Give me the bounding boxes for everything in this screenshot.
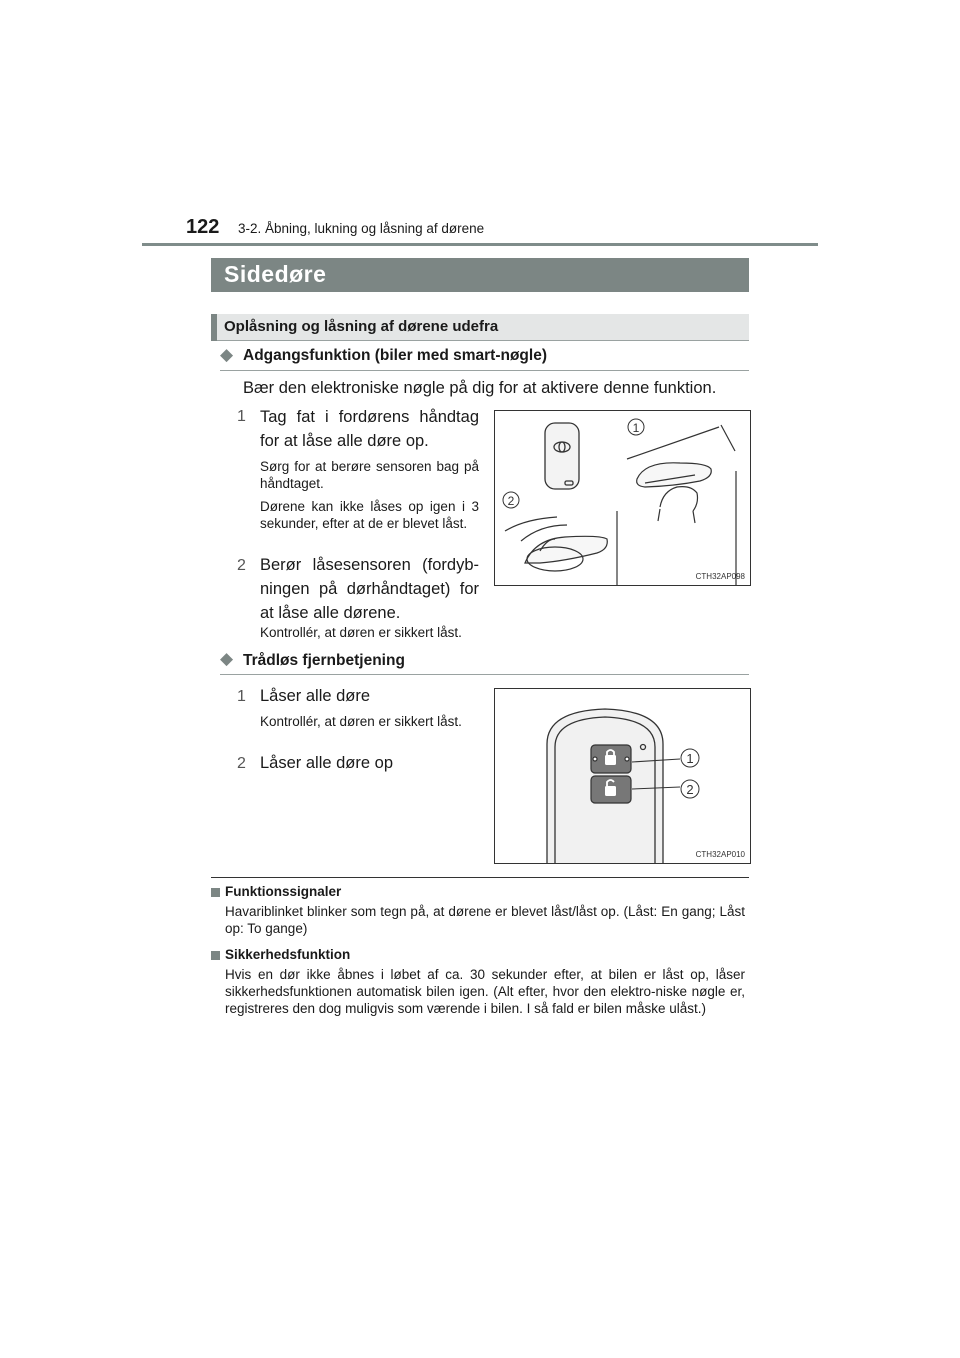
square-bullet-icon [211,951,220,960]
heading-rule [220,370,749,371]
callout-label: 2 [507,494,515,508]
callout-label: 2 [686,782,694,797]
step-text: Berør låsesensoren (fordyb-ningen på dørhåndtaget) for at låse alle dørene. [260,556,479,622]
figure-code: CTH32AP010 [695,850,745,859]
square-bullet-icon [211,888,220,897]
section-divider [211,877,749,878]
remote-figure [494,688,751,864]
note-title: Sikkerhedsfunktion [225,947,351,962]
header-rule [142,243,818,246]
step-number: 2 [237,755,246,772]
smart-key-heading: Adgangsfunktion (biler med smart-nøgle) [243,347,547,364]
lock-button [591,745,631,773]
step-number: 1 [237,408,246,425]
door-handle-illustration [495,411,750,585]
step-number: 2 [237,557,246,574]
unlock-button [591,776,631,803]
step-note: Kontrollér, at døren er sikkert låst. [260,625,462,640]
page-number: 122 [186,216,220,238]
subsection-title: Oplåsning og låsning af dørene udefra [224,318,499,335]
callout-label: 1 [686,751,694,766]
smart-key-intro: Bær den elektroniske nøgle på dig for at aktivere denne funktion. [243,379,717,397]
remote-key-illustration [495,689,750,863]
step-note: Kontrollér, at døren er sikkert låst. [260,714,462,729]
step-text: Tag fat i fordørens håndtag for at låse alle døre op. [260,408,479,450]
step-text: Låser alle døre op [260,754,393,772]
note-text: Hvis en dør ikke åbnes i løbet af ca. 30 sekunder efter, at bilen er låst op, låser sikkerhedsfunktionen automatisk bilen igen. (Alt efter, hvor den elektro-niske nøgle er, registreres den dog muligvis som værende i bilen. I så fald er bilen måske ulåst.) [225,967,745,1016]
callout-label: 1 [632,421,640,435]
step-text: Låser alle døre [260,687,371,705]
figure-code: CTH32AP098 [695,572,745,581]
diamond-bullet-icon: ◆ [220,345,234,364]
heading-rule [220,674,749,675]
step-note: Dørene kan ikke låses op igen i 3 sekunder, efter at de er blevet låst. [260,499,479,531]
step-number: 1 [237,688,246,705]
smart-key-figure [494,410,751,586]
running-header: 3-2. Åbning, lukning og låsning af dørene [238,221,485,236]
diamond-bullet-icon: ◆ [220,649,234,668]
section-title: Sidedøre [224,261,327,287]
subsection-accent [211,314,217,341]
step-note: Sørg for at berøre sensoren bag på håndtaget. [260,459,479,491]
remote-heading: Trådløs fjernbetjening [243,652,405,669]
note-title: Funktionssignaler [225,884,342,899]
note-text: Havariblinket blinker som tegn på, at dørene er blevet låst/låst op. (Låst: En gang; Låst op: To gange) [225,904,745,936]
smart-key-fob-icon [545,423,579,489]
